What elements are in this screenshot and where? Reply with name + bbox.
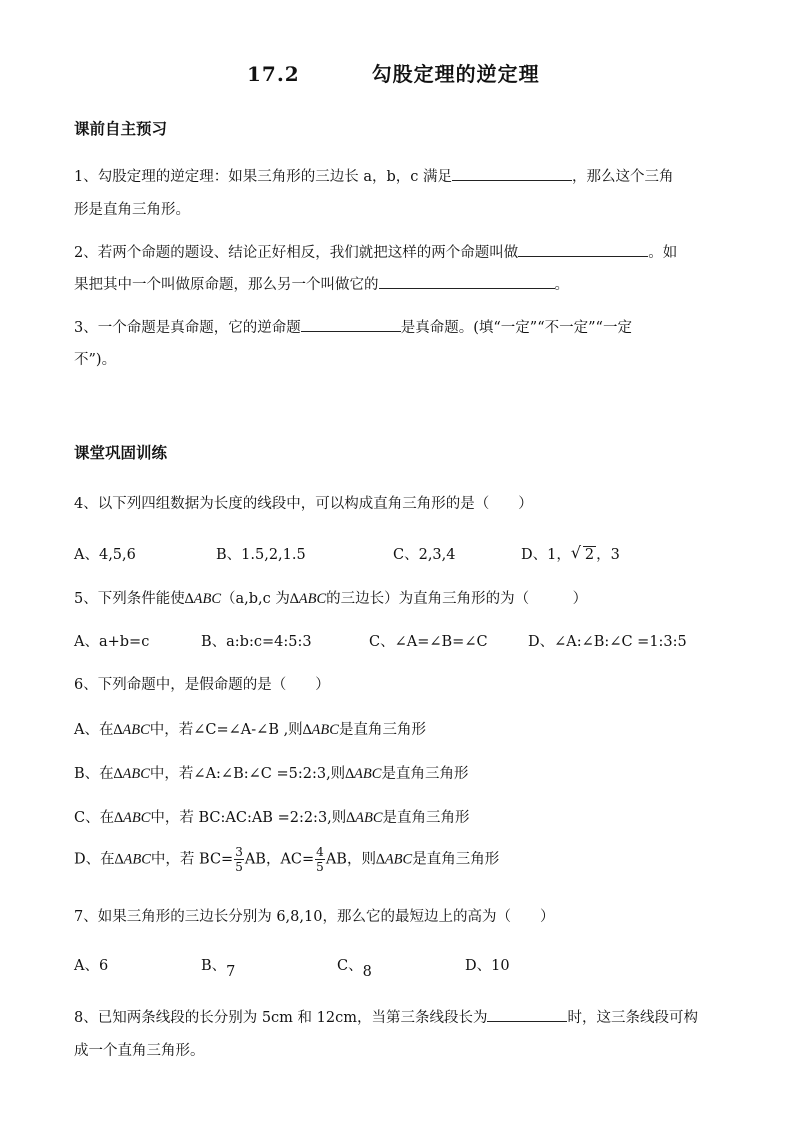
- answer-blank-2a[interactable]: [518, 242, 648, 257]
- question-5-option-b[interactable]: B、a:b:c=4:5:3: [201, 634, 312, 650]
- question-2-line1: 2、若两个命题的题设、结论正好相反，我们就把这样的两个命题叫做 。如: [74, 241, 677, 262]
- title-number: 17.2: [247, 62, 300, 86]
- question-4-stem: 4、以下列四组数据为长度的线段中，可以构成直角三角形的是（ ）: [74, 496, 533, 512]
- question-4-option-b[interactable]: B、1.5,2,1.5: [216, 547, 306, 563]
- question-5-option-d[interactable]: D、∠A:∠B:∠C =1:3:5: [528, 634, 687, 650]
- question-8-line1: 8、已知两条线段的长分别为 5cm 和 12cm，当第三条线段长为 时，这三条线段可构: [74, 1006, 698, 1027]
- question-7-option-b[interactable]: B、7: [201, 958, 236, 980]
- answer-blank-2b[interactable]: [379, 274, 555, 289]
- question-4-option-c[interactable]: C、2,3,4: [393, 547, 456, 563]
- question-6-option-d[interactable]: D、在∆ABC中，若 BC= $\frac{3}{5}$ AB，AC= $\frac{4}{5}$ AB，则∆ABC是直角三角形: [74, 845, 500, 874]
- title-text: 勾股定理的逆定理: [371, 62, 540, 86]
- section-heading-preview: 课前自主预习: [74, 119, 168, 138]
- question-7-option-c[interactable]: C、8: [337, 958, 372, 980]
- question-7-option-d[interactable]: D、10: [465, 958, 510, 974]
- question-8-line2: 成一个直角三角形。: [74, 1043, 205, 1059]
- sqrt-symbol: √ 2: [570, 543, 595, 563]
- page-title: [247, 58, 540, 87]
- question-5-stem: 5、下列条件能使∆ABC（a,b,c 为∆ABC的三边长）为直角三角形的为（ ）: [74, 591, 588, 607]
- question-6-option-a[interactable]: A、在∆ABC中，若∠C=∠A-∠B ,则∆ABC是直角三角形: [74, 722, 426, 738]
- answer-blank-8[interactable]: [487, 1007, 567, 1022]
- question-1-line2: 形是直角三角形。: [74, 202, 190, 218]
- question-6-option-c[interactable]: C、在∆ABC中，若 BC:AC:AB =2:2:3,则∆ABC是直角三角形: [74, 810, 470, 826]
- question-7-option-a[interactable]: A、6: [74, 958, 109, 974]
- question-2-line2: 果把其中一个叫做原命题，那么另一个叫做它的 。: [74, 273, 569, 294]
- question-4-option-a[interactable]: A、4,5,6: [74, 547, 136, 563]
- question-6-option-b[interactable]: B、在∆ABC中，若∠A:∠B:∠C =5:2:3,则∆ABC是直角三角形: [74, 766, 469, 782]
- question-5-option-a[interactable]: A、a+b=c: [74, 634, 150, 650]
- question-3-line1: 3、一个命题是真命题，它的逆命题 是真命题。(填“一定”“不一定”“一定: [74, 316, 632, 337]
- answer-blank-3[interactable]: [301, 317, 401, 332]
- answer-blank-1[interactable]: [452, 166, 572, 181]
- question-1-line1: 1、勾股定理的逆定理：如果三角形的三边长 a，b，c 满足 ，那么这个三角: [74, 165, 674, 186]
- fraction-3-5: $\frac{3}{5}$: [235, 845, 243, 874]
- question-7-stem: 7、如果三角形的三边长分别为 6,8,10，那么它的最短边上的高为（ ）: [74, 909, 555, 925]
- question-3-line2: 不”)。: [74, 352, 117, 368]
- question-6-stem: 6、下列命题中，是假命题的是（ ）: [74, 677, 330, 693]
- question-4-option-d[interactable]: D、1， √ 2 ，3: [521, 543, 620, 563]
- section-heading-practice: 课堂巩固训练: [74, 443, 168, 462]
- fraction-4-5: $\frac{4}{5}$: [316, 845, 324, 874]
- question-5-option-c[interactable]: C、∠A=∠B=∠C: [369, 634, 488, 650]
